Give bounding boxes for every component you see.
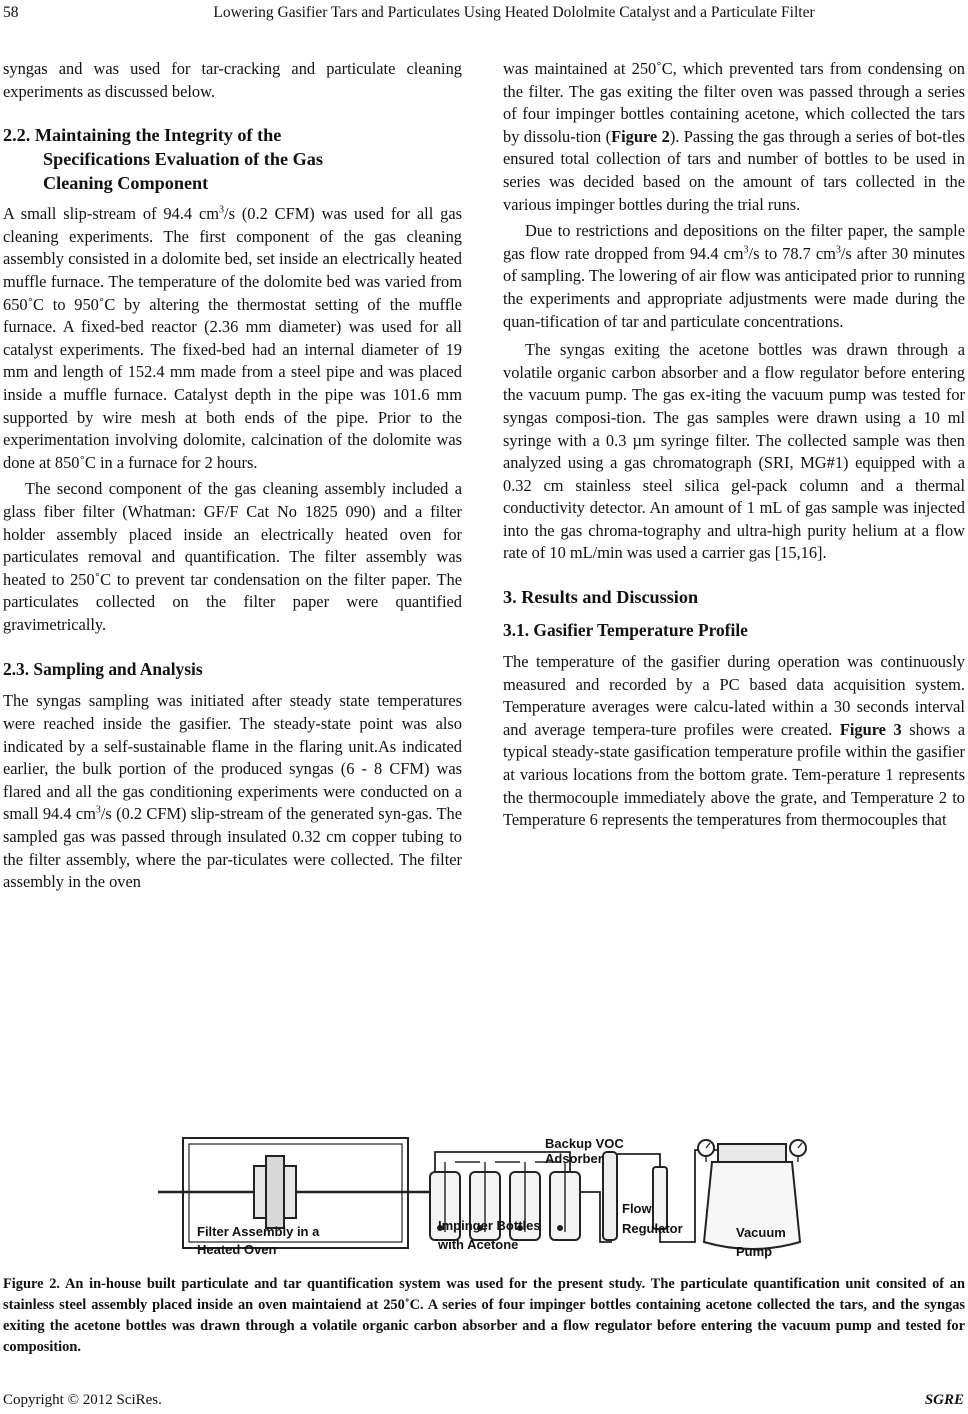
left-column — [3, 58, 462, 894]
paragraph: Due to restrictions and depositions on the filter paper, the sample gas flow rate dropped from 94.4 $cm^3/s$ to 78.7 $cm^3/s$ after 30 minutes of sampling. The lowering of air flow was anticipated prior to running the experiments and appropriate adjustments were made during the quan-tification of tar and particulate concentrations. — [503, 221, 965, 331]
heading-line: Specifications Evaluation of the Gas — [43, 149, 323, 170]
section-heading-3-1: 3.1. Gasifier Temperature Profile — [503, 620, 748, 641]
paragraph: The temperature of the gasifier during operation was continuously measured and recorded by a PC based data acquisition system. Temperature averages were calcu-lated within a 30 seconds interval and average tempera-ture profiles were created. Figure 3 shows a typical steady-state gasification temperature profile within the gasifier at various locations from the bottom grate. Tem-perature 1 represents the thermocouple immediately above the grate, and Temperature 2 to Temperature 6 represents the temperatures from thermocouples that — [503, 652, 965, 830]
section-heading-2-3: 2.3. Sampling and Analysis — [3, 659, 203, 680]
heading-line: 2.2. Maintaining the Integrity of the — [3, 125, 282, 146]
label-vacuum: Vacuum — [736, 1225, 786, 1240]
label-filter-assembly: Filter Assembly in a — [197, 1224, 320, 1239]
right-column — [503, 58, 965, 832]
label-backup-voc: Backup VOC — [545, 1136, 624, 1151]
copyright-notice: Copyright © 2012 SciRes. — [3, 1392, 162, 1408]
section-heading-3: 3. Results and Discussion — [503, 587, 699, 608]
label-impinger-bottles: Impinger Bottles — [438, 1218, 541, 1233]
filter-holder — [254, 1166, 266, 1218]
label-heated-oven: Heated Oven — [197, 1242, 277, 1257]
figure-reference[interactable]: Figure 3 — [839, 719, 902, 739]
paragraph: A small slip-stream of 94.4 $cm^3/s$ (0.2 CFM) was used for all gas cleaning experiments. The first component of the gas cleaning assembly consisted in a dolomite bed, set inside an electrically heated muffle furnace. The temperature of the dolomite bed was varied from 650˚C to 950˚C by altering the thermostat setting of the muffle furnace. A fixed-bed reactor (2.36 mm diameter) was used for all catalyst experiments. The fixed-bed had an internal diameter of 19 mm and length of 152.4 mm made from a steel pipe and was placed inside a muffle furnace. Catalyst depth in the pipe was 101.6 mm supported by wire mesh at both ends of the pipe. Prior to the experimentation involving dolomite, calcination of the dolomite was done at 850˚C in a furnace for 2 hours. — [3, 204, 462, 472]
heading-line: Cleaning Component — [43, 173, 209, 194]
running-header — [0, 2, 968, 24]
page-number: 58 — [3, 4, 19, 21]
figure-caption: Figure 2. An in-house built particulate and tar quantification system was used for the present study. The particulate quantification unit consited of an stainless steel assembly placed inside an oven maintaiend at 250˚C. A series of four impinger bottles containing acetone collected the tars, and the syngas exiting the acetone bottles was drawn through a volatile organic carbon absorber and a flow regulator before entering the vacuum pump and tested for composition. — [3, 1276, 965, 1355]
label-pump: Pump — [736, 1244, 773, 1259]
label-adsorber: Adsorber — [545, 1151, 603, 1166]
page-footer — [0, 1390, 968, 1412]
flow-regulator — [653, 1167, 667, 1229]
apparatus-diagram-svg — [0, 1132, 968, 1262]
label-regulator: Regulator — [622, 1221, 683, 1236]
journal-abbrev: SGRE — [924, 1392, 964, 1408]
label-flow: Flow — [622, 1201, 652, 1216]
figure-2-diagram — [0, 1132, 968, 1262]
paragraph: was maintained at 250˚C, which prevented tars from condensing on the filter. The gas exiting the filter oven was passed through a series of four impinger bottles containing acetone, which collected the tars by dissolu-tion (Figure 2). Passing the gas through a series of bot-tles ensured total collection of tars and number of bottles to be used in series was decided based on the amount of tars collected in the various impinger bottles during the trial runs. — [503, 59, 965, 214]
paragraph: The second component of the gas cleaning assembly included a glass fiber filter (Whatman: GF/F Cat No 1825 090) and a filter holder assembly placed inside an electrically heated oven for particulates removal and quantification. The filter assembly was heated to 250˚C to prevent tar condensation on the filter paper. The particulates collected on the filter paper were quantified gravimetrically. — [3, 479, 462, 634]
paragraph-intro: syngas and was used for tar-cracking and particulate cleaning experiments as discussed below. — [3, 59, 462, 101]
running-title: Lowering Gasifier Tars and Particulates Using Heated Dololmite Catalyst and a Particulate Filter — [213, 4, 815, 21]
paragraph: The syngas exiting the acetone bottles was drawn through a volatile organic carbon absorber and a flow regulator before entering the vacuum pump. The gas ex-iting the vacuum pump was tested for syngas composi-tion. The gas samples were drawn using a 10 ml syringe with a 0.3 µm syringe filter. The collected sample was then analyzed using a gas chromatograph (SRI, MG#1) equipped with a 0.32 cm stainless steel silica gel-pack column and a thermal conductivity detector. An amount of 1 mL of gas sample was injected into the gas chroma-tography and ultra-high purity helium at a flow rate of 10 mL/min was used a carrier gas [15,16]. — [503, 340, 965, 563]
section-heading-2-2 — [3, 123, 462, 195]
label-with-acetone: with Acetone — [438, 1237, 519, 1252]
figure-reference[interactable]: Figure 2 — [611, 126, 670, 146]
paragraph: The syngas sampling was initiated after steady state temperatures were reached inside the gasifier. The steady-state point was also indicated by a self-sustainable flame in the flaring unit.As indicated earlier, the bulk portion of the produced syngas (6 - 8 CFM) was flared and all the gas conditioning experiments were conducted on a small 94.4 $cm^3/s$ (0.2 CFM) slip-stream of the generated syn-gas. The sampled gas was passed through insulated 0.32 cm copper tubing to the filter assembly, where the par-ticulates were collected. The filter assembly in the oven — [3, 691, 462, 892]
voc-adsorber — [603, 1152, 617, 1240]
